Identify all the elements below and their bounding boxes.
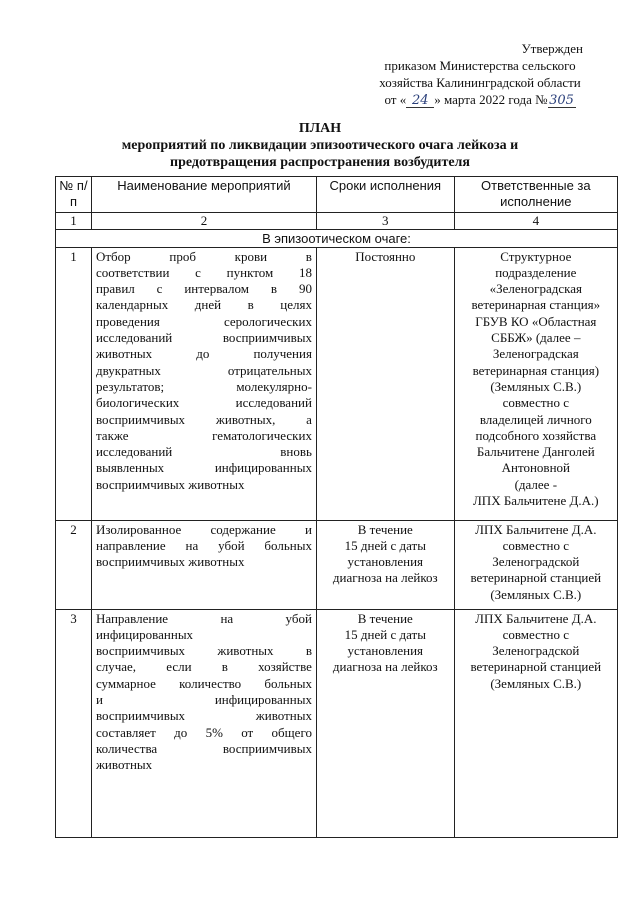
title-sub-2: предотвращения распространения возбудителя: [170, 155, 470, 170]
measure-name-line: восприимчивых животных, а: [95, 411, 312, 427]
column-index: 1: [56, 212, 92, 229]
measure-name-line: и инфицированных: [95, 692, 312, 708]
measure-name-line: Изолированное содержание и: [95, 521, 312, 537]
responsible-line: (Земляных С.В.): [490, 378, 582, 394]
deadline-line: установления: [347, 643, 424, 659]
measure-name-line: правил с интервалом в 90: [95, 281, 312, 297]
section-row: [56, 229, 618, 247]
measure-name: [91, 247, 316, 520]
deadline-line: установления: [347, 554, 424, 570]
table-row: [56, 247, 618, 520]
approval-line-3: хозяйства Калининградской области: [379, 75, 581, 90]
responsible-line: Структурное: [500, 248, 572, 264]
responsible-line: Зеленоградской: [492, 554, 580, 570]
measure-name-line: восприимчивых животных: [95, 476, 245, 492]
responsible-line: Зеленоградская: [492, 346, 579, 362]
row-number: 3: [56, 609, 92, 837]
header-responsible: Ответственные за исполнение: [454, 177, 617, 213]
deadline: [316, 609, 454, 837]
responsible-line: совместно с: [502, 395, 570, 411]
responsible-line: (далее -: [514, 476, 558, 492]
measure-name-line: направление на убой больных: [95, 537, 312, 553]
handwritten-order-number: 305: [549, 93, 574, 108]
measure-name-line: выявленных инфицированных: [95, 460, 312, 476]
measure-name-line: случае, если в хозяйстве: [95, 659, 312, 675]
measure-name-line: суммарное количество больных: [95, 675, 312, 691]
responsible-line: ГБУВ КО «Областная: [475, 313, 597, 329]
measure-name-line: количества восприимчивых: [95, 740, 312, 756]
column-index: 4: [454, 212, 617, 229]
responsible-line: ЛПХ Бальчитене Д.А.): [472, 493, 599, 509]
responsible: [454, 609, 617, 837]
approval-date-line: [355, 91, 605, 108]
header-num: № п/п: [56, 177, 92, 213]
responsible-line: Антоновной: [501, 460, 570, 476]
title-main: ПЛАН: [298, 121, 342, 136]
responsible: [454, 520, 617, 609]
responsible-line: «Зеленоградская: [489, 281, 582, 297]
measure-name: [91, 609, 316, 837]
responsible-line: владелицей личного: [479, 411, 592, 427]
column-index: 3: [316, 212, 454, 229]
responsible-line: ветеринарной станцией: [470, 659, 602, 675]
deadline-line: Постоянно: [355, 248, 416, 264]
date-prefix: от «: [384, 92, 407, 107]
measure-name-line: восприимчивых животных: [95, 708, 312, 724]
responsible-line: (Земляных С.В.): [490, 586, 582, 602]
table-header-row: [56, 177, 618, 213]
measure-name-line: животных: [95, 757, 153, 773]
measure-name-line: биологических исследований: [95, 395, 312, 411]
title-sub-1: мероприятий по ликвидации эпизоотического очага лейкоза и: [121, 138, 519, 153]
responsible-line: Зеленоградской: [492, 643, 580, 659]
responsible: [454, 247, 617, 520]
responsible-line: Бальчитене Данголей: [476, 444, 595, 460]
deadline-line: диагноза на лейкоз: [332, 659, 438, 675]
measure-name-line: соответствии с пунктом 18: [95, 264, 312, 280]
measure-name-line: составляет до 5% от общего: [95, 724, 312, 740]
approval-block: [355, 40, 605, 108]
approval-line-1: Утвержден: [521, 41, 583, 56]
column-index: 2: [91, 212, 316, 229]
responsible-line: совместно с: [502, 537, 570, 553]
deadline-line: 15 дней с даты: [344, 537, 426, 553]
header-deadline: Сроки исполнения: [316, 177, 454, 213]
measure-name-line: календарных дней в целях: [95, 297, 312, 313]
measure-name-line: исследований восприимчивых: [95, 330, 312, 346]
measure-name-line: восприимчивых животных: [95, 554, 245, 570]
table-row: [56, 609, 618, 837]
measure-name-line: животных до получения: [95, 346, 312, 362]
deadline-line: В течение: [357, 610, 413, 626]
deadline: [316, 520, 454, 609]
row-number: 1: [56, 247, 92, 520]
measure-name-line: двукратных отрицательных: [95, 362, 312, 378]
deadline: [316, 247, 454, 520]
responsible-line: подсобного хозяйства: [475, 427, 597, 443]
header-name: Наименование мероприятий: [91, 177, 316, 213]
responsible-line: ЛПХ Бальчитене Д.А.: [475, 521, 597, 537]
responsible-line: ветеринарная станция): [472, 362, 600, 378]
measure-name-line: результатов; молекулярно-: [95, 378, 312, 394]
measure-name-line: также гематологических: [95, 427, 312, 443]
measure-name-line: исследований вновь: [95, 444, 312, 460]
measure-name-line: проведения серологических: [95, 313, 312, 329]
measure-name-line: Направление на убой: [95, 610, 312, 626]
responsible-line: подразделение: [495, 264, 577, 280]
handwritten-day: 24: [406, 94, 434, 108]
deadline-line: В течение: [357, 521, 413, 537]
deadline-line: 15 дней с даты: [344, 626, 426, 642]
measure-name-line: инфицированных: [95, 626, 194, 642]
responsible-line: ветеринарной станцией: [470, 570, 602, 586]
section-heading: В эпизоотическом очаге:: [56, 229, 618, 247]
responsible-line: ветеринарная станция»: [471, 297, 601, 313]
measure-name-line: восприимчивых животных в: [95, 643, 312, 659]
table-row: [56, 520, 618, 609]
responsible-line: СББЖ» (далее –: [491, 330, 581, 346]
plan-table: [55, 176, 618, 838]
responsible-line: ЛПХ Бальчитене Д.А.: [475, 610, 597, 626]
measure-name: [91, 520, 316, 609]
date-middle: » марта 2022 года №: [434, 92, 548, 107]
responsible-line: (Земляных С.В.): [490, 675, 582, 691]
column-index-row: [56, 212, 618, 229]
document-title: [0, 120, 640, 171]
responsible-line: совместно с: [502, 626, 570, 642]
measure-name-line: Отбор проб крови в: [95, 248, 312, 264]
approval-line-2: приказом Министерства сельского: [384, 58, 576, 73]
deadline-line: диагноза на лейкоз: [332, 570, 438, 586]
row-number: 2: [56, 520, 92, 609]
